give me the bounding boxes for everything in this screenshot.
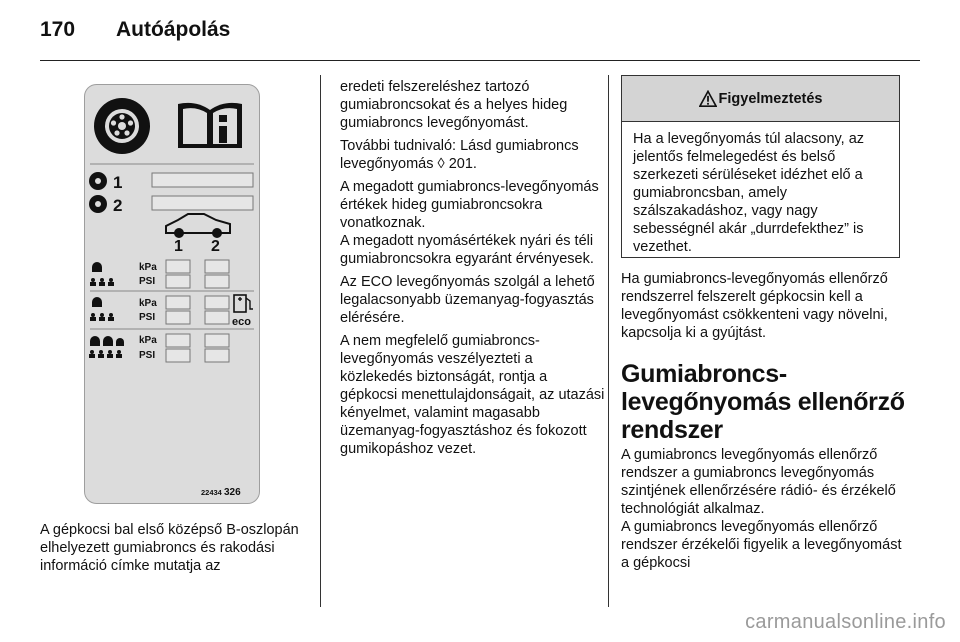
unit-kpa-3: kPa: [139, 335, 157, 346]
tire-placard-graphic: [84, 84, 260, 504]
paragraph-cold-tires: A megadott gumiabroncs-levegőnyomás értékek hideg gumiabroncsokra vonatkoznak.: [340, 179, 599, 231]
eco-label: eco: [232, 316, 251, 328]
warning-title: Figyelmeztetés: [718, 90, 823, 107]
header-rule: [40, 60, 920, 61]
warning-triangle-icon: [699, 90, 717, 108]
page-number: 170: [40, 18, 76, 41]
column-divider-right: [608, 75, 609, 607]
chapter-title: Autóápolás: [116, 18, 231, 41]
paragraph-tpms-sensors: A gumiabroncs levegőnyomás ellenőrző rendszer érzékelői figyelik a levegőnyomást a gépkocsi: [621, 519, 902, 571]
warning-text: Ha a levegőnyomás túl alacsony, az jelentős felmelegedést és belső szerkezeti sérüléseket idézhet elő a gumiabroncsban, amely szálszakadáshoz, vagy nagy sebességnél akár „durrdefekthez” is vezethet.: [633, 131, 865, 255]
middle-column: [340, 78, 608, 463]
paragraph-tpms-technology: A gumiabroncs levegőnyomás ellenőrző rendszer a gumiabroncs levegőnyomás szintjének ellenőrzésére rádió- és érzékelő technológiát alkalmaz.: [621, 447, 896, 517]
tire-size-label-1: 1: [113, 173, 123, 192]
column-divider-left: [320, 75, 321, 607]
section-title: Gumiabroncs-levegőnyomás ellenőrző rendszer: [621, 360, 905, 444]
axle-label-rear: 2: [211, 238, 220, 255]
unit-psi-1: PSI: [139, 276, 156, 287]
tire-placard: [84, 84, 260, 504]
axle-label-front: 1: [174, 238, 183, 255]
right-column: [621, 270, 911, 572]
paragraph-eco: Az ECO levegőnyomás szolgál a lehető legalacsonyabb üzemanyag-fogyasztás elérésére.: [340, 274, 595, 326]
paragraph-original-tires: eredeti felszereléshez tartozó gumiabroncsokat és a helyes hideg gumiabroncs levegőnyomást.: [340, 79, 568, 131]
warning-header: [622, 76, 899, 122]
warning-box: [621, 75, 900, 258]
watermark: carmanualsonline.info: [745, 611, 946, 633]
unit-psi-3: PSI: [139, 350, 156, 361]
paragraph-incorrect-pressure: A nem megfelelő gumiabroncs-levegőnyomás veszélyezteti a közlekedés biztonságát, rontja a gépkocsi menettulajdonságait, az utazási kényelmet, valamint magasabb üzemanyag-fogyasztáshoz és fokozott gumikopáshoz vezet.: [340, 333, 605, 457]
unit-kpa-1: kPa: [139, 262, 157, 273]
tire-size-label-2: 2: [113, 196, 123, 215]
unit-kpa-2: kPa: [139, 298, 157, 309]
page-header: [40, 14, 920, 60]
unit-psi-2: PSI: [139, 312, 156, 323]
paragraph-tpms-ignition: Ha gumiabroncs-levegőnyomás ellenőrző rendszerrel felszerelt gépkocsin kell a levegőnyomást csökkenteni vagy növelni, kapcsolja ki a gyújtást.: [621, 271, 888, 341]
paragraph-summer-winter: A megadott nyomásértékek nyári és téli gumiabroncsokra egyaránt érvényesek.: [340, 233, 594, 267]
paragraph-reference: További tudnivaló: Lásd gumiabroncs levegőnyomás ◊ 201.: [340, 138, 579, 172]
part-number-suffix: 326: [224, 487, 241, 498]
tire-icon: [94, 98, 150, 154]
placard-caption: A gépkocsi bal első középső B-oszlopán elhelyezett gumiabroncs és rakodási információ címke mutatja az: [40, 522, 299, 574]
part-number-prefix: 22434: [201, 488, 222, 497]
